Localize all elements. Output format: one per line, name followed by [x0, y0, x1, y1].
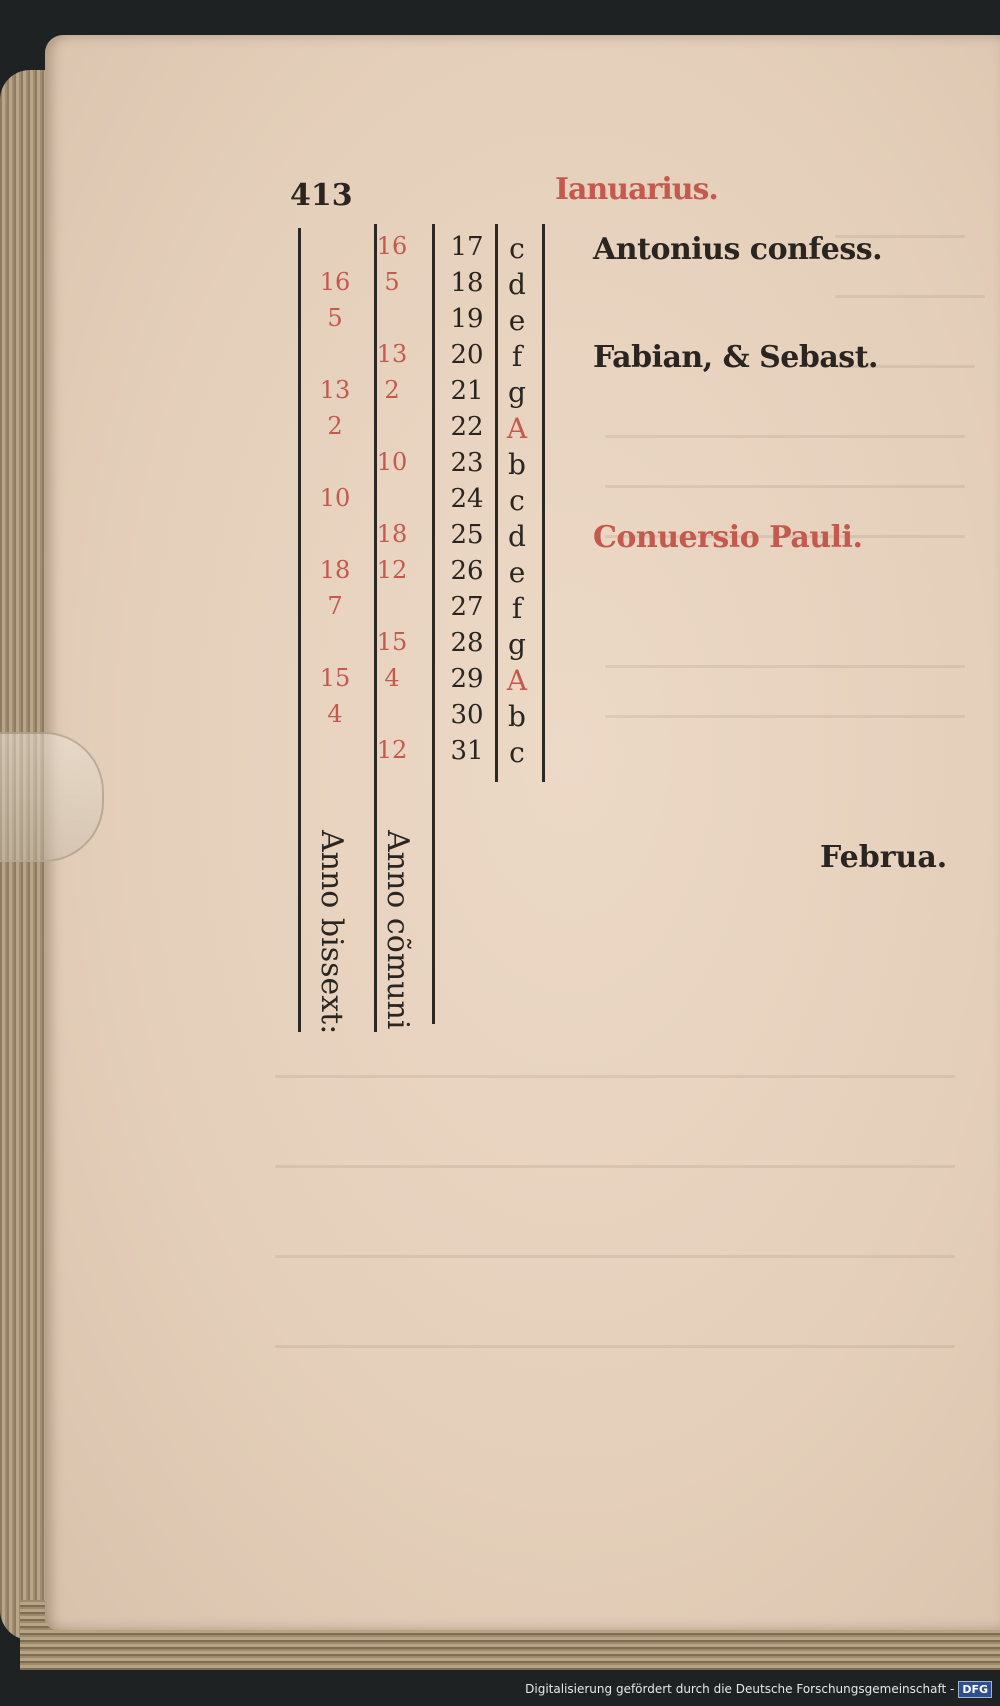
dominical-letter: c: [509, 232, 525, 265]
comuni-number: 4: [384, 664, 400, 692]
footer-credit: [525, 1678, 992, 1700]
dominical-letter: e: [508, 304, 526, 337]
dominical-letter: b: [508, 700, 526, 733]
day-number: 19: [450, 304, 484, 334]
day-number: 30: [450, 700, 484, 730]
day-number: 17: [450, 232, 484, 262]
bissext-number: 5: [327, 304, 343, 332]
day-number: 25: [450, 520, 484, 550]
dominical-letter: g: [508, 628, 526, 661]
day-number: 29: [450, 664, 484, 694]
dominical-letter: d: [508, 520, 526, 553]
table-rule: [495, 224, 498, 782]
footer-text: Digitalisierung gefördert durch die Deutsche Forschungsgemeinschaft -: [525, 1682, 955, 1696]
catchword: Februa.: [820, 840, 948, 875]
show-through-line: [835, 295, 985, 298]
bissext-number: 7: [327, 592, 343, 620]
dominical-letter: g: [508, 376, 526, 409]
bissext-number: 18: [319, 556, 351, 584]
day-number: 31: [450, 736, 484, 766]
dominical-letter: b: [508, 448, 526, 481]
dominical-letter: c: [509, 484, 525, 517]
bissext-number: 4: [327, 700, 343, 728]
bissext-number: 10: [319, 484, 351, 512]
comuni-number: 16: [376, 232, 408, 260]
dominical-letter: d: [508, 268, 526, 301]
day-number: 24: [450, 484, 484, 514]
bissext-number: 15: [319, 664, 351, 692]
show-through-line: [275, 1255, 955, 1258]
day-number: 28: [450, 628, 484, 658]
bissext-number: 16: [319, 268, 351, 296]
feast-entry: Antonius confess.: [593, 232, 883, 267]
bissext-number: 2: [327, 412, 343, 440]
day-number: 21: [450, 376, 484, 406]
dominical-letter: f: [511, 592, 523, 625]
bissext-number: 13: [319, 376, 351, 404]
day-number: 20: [450, 340, 484, 370]
day-number: 26: [450, 556, 484, 586]
show-through-line: [275, 1075, 955, 1078]
page-number: 413: [290, 178, 353, 213]
table-rule: [298, 228, 301, 1032]
dominical-letter: A: [506, 412, 528, 445]
dfg-logo: DFG: [958, 1681, 992, 1698]
show-through-line: [605, 485, 965, 488]
comuni-number: 15: [376, 628, 408, 656]
show-through-line: [605, 435, 965, 438]
show-through-line: [605, 665, 965, 668]
comuni-number: 13: [376, 340, 408, 368]
day-number: 23: [450, 448, 484, 478]
day-number: 27: [450, 592, 484, 622]
label-anno-comuni: Anno cõmuni: [380, 830, 415, 1030]
table-rule: [542, 224, 545, 782]
day-number: 18: [450, 268, 484, 298]
comuni-number: 12: [376, 736, 408, 764]
comuni-number: 5: [384, 268, 400, 296]
day-number: 22: [450, 412, 484, 442]
show-through-line: [275, 1165, 955, 1168]
feast-entry: Conuersio Pauli.: [593, 520, 863, 555]
table-rule: [432, 224, 435, 1024]
dominical-letter: e: [508, 556, 526, 589]
dominical-letter: c: [509, 736, 525, 769]
comuni-number: 2: [384, 376, 400, 404]
comuni-number: 10: [376, 448, 408, 476]
show-through-line: [275, 1345, 955, 1348]
label-anno-bissext: Anno bissext:: [314, 830, 349, 1035]
dominical-letter: A: [506, 664, 528, 697]
month-title: Ianuarius.: [555, 172, 718, 207]
show-through-line: [605, 715, 965, 718]
feast-entry: Fabian, & Sebast.: [593, 340, 878, 375]
dominical-letter: f: [511, 340, 523, 373]
comuni-number: 12: [376, 556, 408, 584]
comuni-number: 18: [376, 520, 408, 548]
